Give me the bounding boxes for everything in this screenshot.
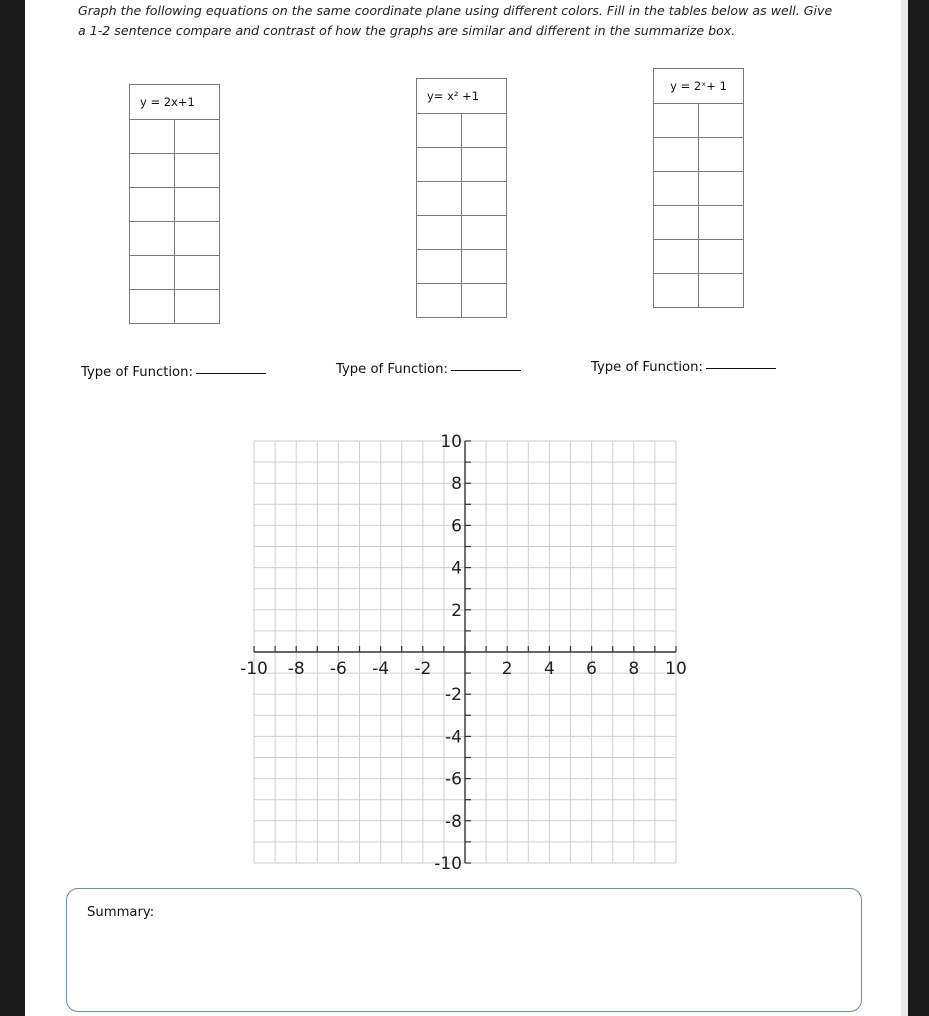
y-tick-label: 2 — [451, 600, 462, 621]
x-tick-label: -2 — [414, 659, 432, 679]
type-of-function-label: Type of Function: — [81, 365, 193, 380]
y-tick-label: 6 — [451, 516, 462, 537]
left-dark-border — [0, 0, 25, 1016]
x-tick-label: 4 — [543, 659, 555, 679]
table-cell[interactable] — [130, 120, 175, 154]
table-cell[interactable] — [654, 104, 699, 138]
answer-blank[interactable] — [706, 368, 776, 369]
table-quadratic — [416, 78, 507, 318]
table-cell[interactable] — [462, 216, 507, 250]
table-cell[interactable] — [417, 216, 462, 250]
table-cell[interactable] — [175, 154, 220, 188]
answer-blank[interactable] — [451, 370, 521, 371]
x-tick-label: 2 — [501, 659, 513, 679]
table-cell[interactable] — [130, 290, 175, 324]
table-cell[interactable] — [462, 284, 507, 318]
table-cell[interactable] — [699, 138, 744, 172]
table-cell[interactable] — [175, 120, 220, 154]
table-title: y = 2x+1 — [130, 85, 220, 120]
table-cell[interactable] — [175, 256, 220, 290]
table-cell[interactable] — [654, 206, 699, 240]
table-exponential — [653, 68, 744, 308]
y-tick-label: -10 — [434, 854, 462, 874]
x-tick-label: -10 — [240, 659, 268, 679]
table-cell[interactable] — [130, 188, 175, 222]
table-cell[interactable] — [417, 284, 462, 318]
table-cell[interactable] — [417, 182, 462, 216]
y-tick-label: -4 — [445, 727, 462, 748]
table-cell[interactable] — [654, 240, 699, 274]
table-title: y= x² +1 — [417, 79, 507, 114]
type-of-function-2 — [336, 362, 521, 377]
x-tick-label: -6 — [329, 659, 347, 679]
y-tick-label: -6 — [445, 769, 462, 790]
table-cell[interactable] — [175, 222, 220, 256]
x-tick-label: -8 — [287, 659, 305, 679]
y-tick-label: 10 — [440, 432, 462, 452]
table-title: y = 2ˣ+ 1 — [654, 69, 744, 104]
table-cell[interactable] — [462, 114, 507, 148]
y-tick-label: 4 — [451, 558, 462, 579]
table-cell[interactable] — [417, 148, 462, 182]
y-tick-label: -2 — [445, 685, 462, 706]
table-cell[interactable] — [417, 250, 462, 284]
table-cell[interactable] — [699, 104, 744, 138]
table-cell[interactable] — [130, 256, 175, 290]
summary-box[interactable] — [66, 888, 862, 1012]
y-axis-labels — [434, 432, 462, 874]
table-cell[interactable] — [462, 148, 507, 182]
y-tick-label: 8 — [451, 474, 462, 495]
table-cell[interactable] — [699, 274, 744, 308]
table-cell[interactable] — [462, 182, 507, 216]
table-linear — [129, 84, 220, 324]
x-tick-label: 10 — [665, 659, 687, 679]
table-cell[interactable] — [462, 250, 507, 284]
table-cell[interactable] — [654, 274, 699, 308]
table-cell[interactable] — [699, 206, 744, 240]
y-tick-label: -8 — [445, 811, 462, 832]
answer-blank[interactable] — [196, 373, 266, 374]
table-cell[interactable] — [654, 138, 699, 172]
type-of-function-3 — [591, 360, 776, 375]
table-cell[interactable] — [699, 240, 744, 274]
table-cell[interactable] — [130, 154, 175, 188]
type-of-function-label: Type of Function: — [591, 360, 703, 375]
table-cell[interactable] — [699, 172, 744, 206]
table-cell[interactable] — [130, 222, 175, 256]
coordinate-plane[interactable] — [230, 425, 700, 885]
x-tick-label: 8 — [628, 659, 640, 679]
table-cell[interactable] — [175, 188, 220, 222]
instructions-text: Graph the following equations on the same coordinate plane using different colors. Fill in the tables below as well. Give a 1-2 sentence compare and contrast of how the graphs are similar and different in the summarize box. — [78, 3, 833, 38]
right-dark-border — [908, 0, 929, 1016]
x-axis-labels — [240, 659, 687, 679]
table-cell[interactable] — [654, 172, 699, 206]
type-of-function-1 — [81, 365, 266, 380]
type-of-function-label: Type of Function: — [336, 362, 448, 377]
x-tick-label: -4 — [372, 659, 390, 679]
x-tick-label: 6 — [586, 659, 598, 679]
table-cell[interactable] — [175, 290, 220, 324]
summary-label: Summary: — [87, 905, 155, 920]
right-page-shadow — [901, 0, 908, 1016]
table-cell[interactable] — [417, 114, 462, 148]
